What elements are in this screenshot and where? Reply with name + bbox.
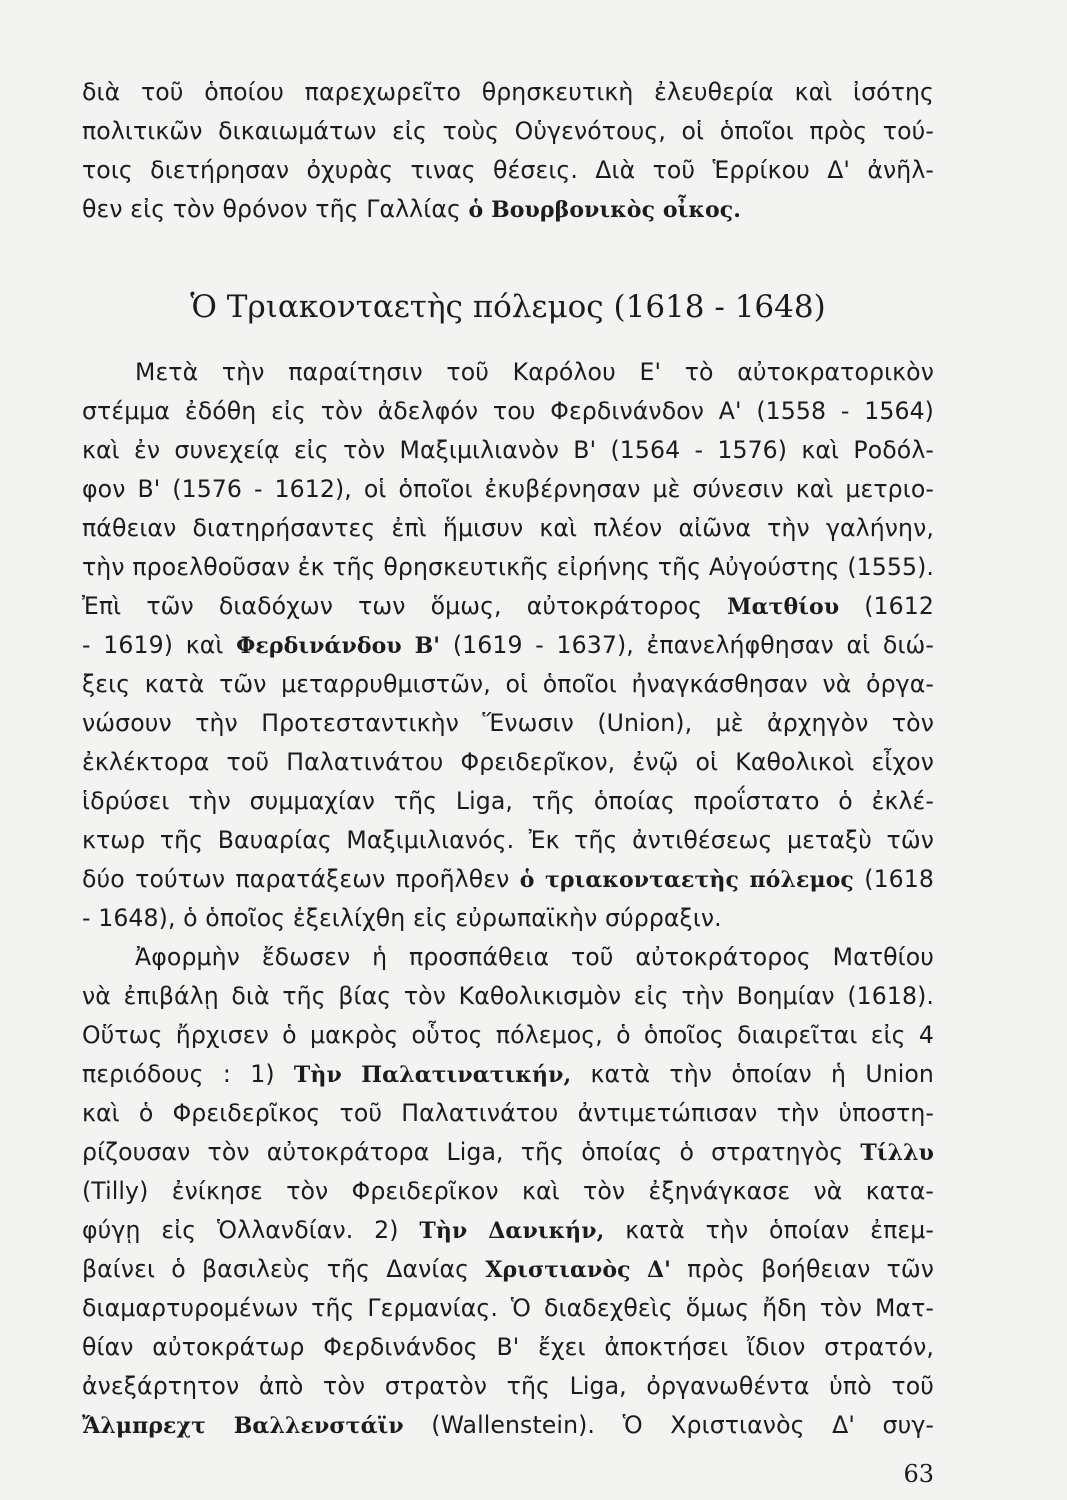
p2-line-1: Ἀφορμὴν ἔδωσεν ἡ προσπάθεια τοῦ αὐτοκράτορος Ματθίου bbox=[135, 943, 934, 971]
intro-line-4 bbox=[82, 193, 934, 225]
p1-line-7 bbox=[82, 590, 934, 622]
p2-line-8c: κατὰ τὴν ὁποίαν ἐπεμ- bbox=[625, 1216, 934, 1244]
p1-line-14c: (1618 bbox=[864, 865, 935, 893]
p2-line-13b: (Wallenstein). Ὁ Χριστιανὸς Δ' συγ- bbox=[431, 1411, 934, 1439]
p2-line-9c: πρὸς βοήθειαν τῶν bbox=[687, 1255, 935, 1283]
p1-line-13: κτωρ τῆς Βαυαρίας Μαξιμιλιανός. Ἐκ τῆς ἀντιθέσεως μεταξὺ τῶν bbox=[82, 826, 934, 854]
p1-line-6: τὴν προελθοῦσαν ἐκ τῆς θρησκευτικῆς εἰρήνης τῆς Αὐγούστης (1555). bbox=[82, 553, 934, 581]
p2-line-8 bbox=[82, 1214, 934, 1246]
p2-line-9b: Χριστιανὸς Δ' bbox=[485, 1257, 671, 1283]
p2-line-4a: περιόδους : 1) bbox=[82, 1060, 275, 1088]
p1-line-14a: δύο τούτων παρατάξεων προῆλθεν bbox=[82, 865, 510, 893]
p1-line-4: φον Β' (1576 - 1612), οἱ ὁποῖοι ἐκυβέρνησαν μὲ σύνεσιν καὶ μετριο- bbox=[82, 475, 934, 503]
p1-line-8c: (1619 - 1637), ἐπανελήφθησαν αἱ διώ- bbox=[452, 631, 934, 659]
p2-line-7: (Tilly) ἐνίκησε τὸν Φρειδερῖκον καὶ τὸν ἐξηνάγκασε νὰ κατα- bbox=[82, 1177, 934, 1205]
p1-line-1: Μετὰ τὴν παραίτησιν τοῦ Καρόλου Ε' τὸ αὐτοκρατορικὸν bbox=[135, 358, 934, 386]
intro-line-2: πολιτικῶν δικαιωμάτων εἰς τοὺς Οὑγενότους, οἱ ὁποῖοι πρὸς τού- bbox=[82, 117, 934, 145]
p2-line-6a: ρίζουσαν τὸν αὐτοκράτορα Liga, τῆς ὁποίας ὁ στρατηγὸς bbox=[82, 1138, 844, 1166]
p1-line-7c: (1612 bbox=[864, 592, 934, 620]
p1-line-7b: Ματθίου bbox=[727, 594, 840, 620]
p2-line-6 bbox=[82, 1136, 934, 1168]
p1-line-3: καὶ ἐν συνεχείᾳ εἰς τὸν Μαξιμιλιανὸν Β' (1564 - 1576) καὶ Ροδόλ- bbox=[82, 436, 934, 464]
intro-line-4-text: θεν εἰς τὸν θρόνον τῆς Γαλλίας bbox=[82, 195, 461, 223]
p2-line-11: θίαν αὐτοκράτωρ Φερδινάνδος Β' ἔχει ἀποκτήσει ἴδιον στρατόν, bbox=[82, 1333, 934, 1361]
p1-line-8a: - 1619) καὶ bbox=[82, 631, 224, 659]
p2-line-10: διαμαρτυρομένων τῆς Γερμανίας. Ὁ διαδεχθεὶς ὅμως ἤδη τὸν Ματ- bbox=[82, 1294, 934, 1322]
p2-line-5: καὶ ὁ Φρειδερῖκος τοῦ Παλατινάτου ἀντιμετώπισαν τὴν ὑποστη- bbox=[82, 1099, 934, 1127]
p1-line-11: ἐκλέκτορα τοῦ Παλατινάτου Φρειδερῖκον, ἐνῷ οἱ Καθολικοὶ εἶχον bbox=[82, 748, 934, 776]
p1-line-8 bbox=[82, 629, 934, 661]
p2-line-9a: βαίνει ὁ βασιλεὺς τῆς Δανίας bbox=[82, 1255, 470, 1283]
p1-line-8b: Φερδινάνδου Β' bbox=[236, 633, 441, 659]
p1-line-7a: Ἐπὶ τῶν διαδόχων των ὅμως, αὐτοκράτορος bbox=[82, 592, 703, 620]
p1-line-15: - 1648), ὁ ὁποῖος ἐξειλίχθη εἰς εὐρωπαϊκὴν σύρραξιν. bbox=[82, 904, 722, 932]
p2-line-4 bbox=[82, 1058, 934, 1090]
p2-line-4c: κατὰ τὴν ὁποίαν ἡ Union bbox=[590, 1060, 934, 1088]
p1-line-14b: ὁ τριακονταετὴς πόλεμος bbox=[519, 867, 854, 893]
p1-line-14 bbox=[82, 863, 934, 895]
p1-line-2: στέμμα ἐδόθη εἰς τὸν ἀδελφόν του Φερδινάνδον Α' (1558 - 1564) bbox=[82, 397, 934, 425]
p1-line-9: ξεις κατὰ τῶν μεταρρυθμιστῶν, οἱ ὁποῖοι ἠναγκάσθησαν νὰ ὀργα- bbox=[82, 670, 934, 698]
p2-line-12: ἀνεξάρτητον ἀπὸ τὸν στρατὸν τῆς Liga, ὀργανωθέντα ὑπὸ τοῦ bbox=[82, 1372, 934, 1400]
section-heading: Ὁ Τριακονταετὴς πόλεμος (1618 - 1648) bbox=[190, 289, 826, 325]
page-number: 63 bbox=[903, 1460, 934, 1488]
p1-line-12: ἱδρύσει τὴν συμμαχίαν τῆς Liga, τῆς ὁποίας προΐστατο ὁ ἐκλέ- bbox=[82, 787, 934, 815]
p2-line-2: νὰ ἐπιβάλῃ διὰ τῆς βίας τὸν Καθολικισμὸν εἰς τὴν Βοημίαν (1618). bbox=[82, 982, 934, 1010]
intro-line-3: τοις διετήρησαν ὀχυρὰς τινας θέσεις. Διὰ τοῦ Ἑρρίκου Δ' ἀνῆλ- bbox=[82, 156, 934, 184]
p2-line-4b: Τὴν Παλατινατικήν, bbox=[293, 1062, 572, 1088]
p2-line-9 bbox=[82, 1253, 934, 1285]
p2-line-13a: Ἄλμπρεχτ Βαλλενστάϊν bbox=[82, 1413, 404, 1439]
p1-line-10: νώσουν τὴν Προτεσταντικὴν Ἕνωσιν (Union), μὲ ἀρχηγὸν τὸν bbox=[82, 709, 934, 737]
p2-line-3: Οὕτως ἤρχισεν ὁ μακρὸς οὗτος πόλεμος, ὁ ὁποῖος διαιρεῖται εἰς 4 bbox=[82, 1021, 934, 1049]
p1-line-5: πάθειαν διατηρήσαντες ἐπὶ ἥμισυν καὶ πλέον αἰῶνα τὴν γαλήνην, bbox=[82, 514, 934, 542]
intro-line-4-bold: ὁ Βουρβονικὸς οἶκος. bbox=[468, 197, 741, 223]
p2-line-8a: φύγῃ εἰς Ὁλλανδίαν. 2) bbox=[82, 1216, 399, 1244]
intro-line-1: διὰ τοῦ ὁποίου παρεχωρεῖτο θρησκευτικὴ ἐλευθερία καὶ ἰσότης bbox=[82, 78, 934, 106]
p2-line-8b: Τὴν Δανικήν, bbox=[419, 1218, 605, 1244]
p2-line-13 bbox=[82, 1409, 934, 1441]
p2-line-6b: Τίλλυ bbox=[860, 1140, 934, 1166]
